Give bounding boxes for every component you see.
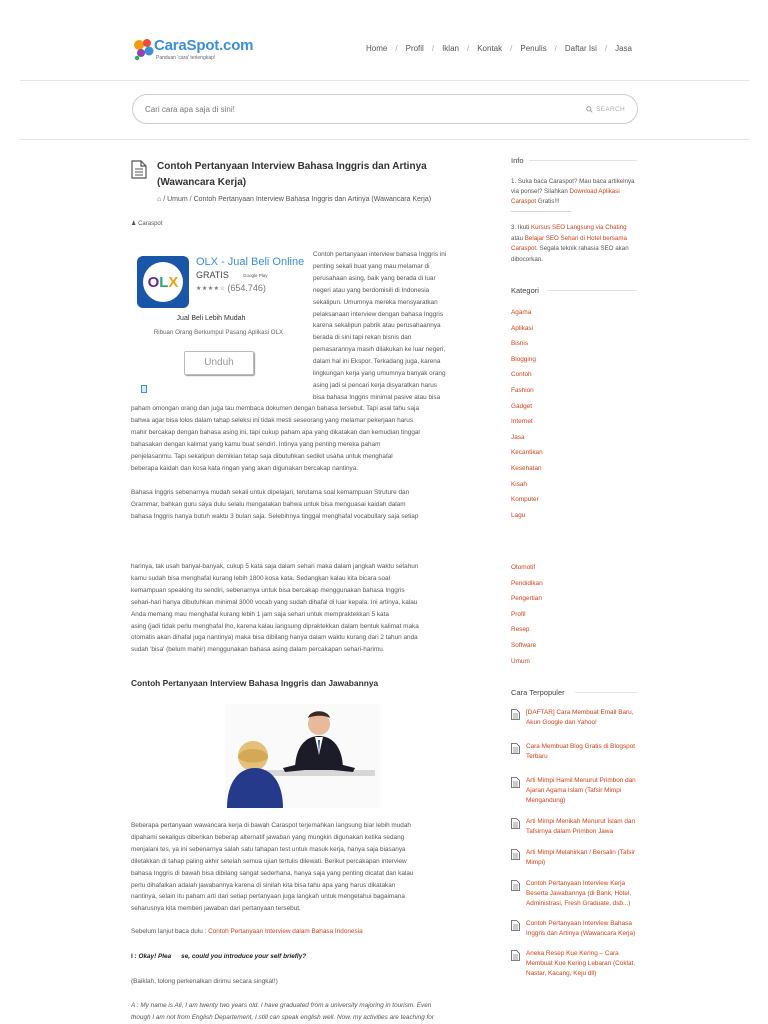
category-list-a	[511, 305, 543, 523]
question-1	[131, 951, 481, 963]
category-item[interactable]: Kesehatan	[511, 464, 542, 472]
ad-download-button[interactable]: Unduh	[184, 351, 254, 375]
category-item[interactable]: Contoh	[511, 371, 532, 379]
nav-sep: /	[395, 44, 398, 53]
breadcrumb-sep: /	[189, 196, 192, 203]
popular-item[interactable]	[511, 817, 639, 837]
google-play-badge: Google Play	[243, 273, 268, 278]
ad-app-name[interactable]: OLX - Jual Beli Online	[196, 256, 305, 268]
nav-sep: /	[431, 44, 435, 53]
popular-item[interactable]	[511, 708, 639, 728]
category-item[interactable]: Resep	[511, 626, 530, 634]
nav-home[interactable]: Home	[366, 44, 388, 53]
category-item[interactable]: Agama	[511, 309, 532, 316]
search-input[interactable]: Cari cara apa saja di sini!	[145, 104, 235, 114]
ad-subline: Ribuan Orang Berkumpul Pasang Aplikasi OLX	[153, 329, 284, 336]
document-icon	[511, 920, 520, 931]
app-ad	[131, 252, 311, 402]
category-item[interactable]: Kecantikan	[511, 449, 543, 457]
nav-profil[interactable]: Profil	[405, 44, 424, 53]
popular-item[interactable]	[511, 742, 639, 762]
nav-jasa[interactable]: Jasa	[615, 44, 632, 53]
ad-headline: Jual Beli Lebih Mudah	[176, 315, 246, 322]
category-item[interactable]: Fashion	[511, 386, 534, 394]
category-item[interactable]: Profil	[511, 610, 526, 618]
sidebar-rule	[575, 692, 637, 693]
search-button-label: SEARCH	[596, 105, 625, 113]
read-also	[131, 926, 481, 938]
main-nav	[366, 44, 632, 53]
paragraph-2: Bahasa Inggris sebenarnya mudah sekali untuk dipelajari, terutama soal kemampuan Struture dan Grammar, bahkan guru saya dulu selalu mengatakan bahwa untuk bisa menguasai kaidah dalam bahasa Inggris hanya butuh waktu 3 bulan saja. Selebihnya tinggal menghafal vocabullary saja setiap	[131, 489, 419, 520]
seo-hotel-link[interactable]: Belajar SEO Sehari di Hotel bersama Caraspot	[511, 234, 627, 252]
category-item[interactable]: Umum	[511, 657, 530, 665]
brand-tagline: Panduan 'cara' terlengkap!	[156, 55, 216, 61]
popular-item-label: Cara Membuat Blog Gratis di Blogspot Terbaru	[526, 743, 636, 760]
document-icon	[511, 777, 520, 788]
star-rating-icon: ★★★★☆	[196, 285, 226, 292]
sidebar-info-3: 3. Ikuti Kursus SEO Langsung via Chating atau Belajar SEO Sehari di Hotel bersama Caraspot. Segala teknik rahasia SEO akan dibocorkan.	[511, 224, 629, 263]
category-item[interactable]: Internet	[511, 418, 533, 426]
ad-rating	[196, 283, 266, 293]
ad-choices-icon[interactable]	[141, 385, 147, 393]
popular-item-label: Contoh Pertanyaan Interview Bahasa Inggris dan Artinya (Wawancara Kerja)	[526, 920, 636, 937]
category-item[interactable]: Komputer	[511, 496, 539, 504]
paragraph-4: Beberapa pertanyaan wawancara kerja di bawah Caraspot terjemahkan langsung biar lebih mudah dipahami sekaligus diberikan beberap alternatif jawaban yang mungkin digunakan ketika sedang menjalani tes, ya ini sebenarnya salah satu tahapan test untuk masuk kerja, hanya saja biasanya diletakkan di tahap paling akhir setelah semua ujian tertulis dilewati. Berikut percakapan interview bahasa Inggris di bawah bisa dibilang sangat sederhana, hanya saja yang penting dicatat dan kalau perlu dihafalkan adalah jawabannya karena di sinilah kita bisa tahu apa yang harus dikatakan nantinya, selain itu paham arti dari setiap pertanyaan juga langkah untuk mengetahui bagaimana seharusnya kita memberi jawaban dari pertanyaan tersebut.	[131, 822, 414, 913]
document-icon	[511, 880, 520, 891]
nav-daftar-isi[interactable]: Daftar Isi	[564, 44, 597, 53]
site-logo[interactable]	[132, 36, 262, 64]
ad-reviews: (654.746)	[227, 283, 266, 293]
q1-label: I :	[131, 953, 137, 960]
olx-logo-text: O L X	[143, 262, 183, 302]
popular-item[interactable]	[511, 776, 639, 806]
category-item[interactable]: Software	[511, 641, 537, 649]
paragraph-3: harinya, tak usah banyal-banyak, cukup 5 kata saja dalam sehari maka dalam jangkah waktu setahun kamu sudah bisa menghafal kurang lebih 1800 kosa kata. Sedangkan kalau kita bicara soal kemampuan speaking itu sendiri, sebenarnya untuk bisa bercakap menggunakan bahasa Inggris sehari-hari hanya dibutuhkan minimal 3000 vocab yang sudah dihafal di luar kepala. Ini artinya, kalau Anda memang mau menghafal kurang lebih 1 jam saja sehari untuk mempraktekkan 5 kata asing (jadi tidak perlu menghafal lho, karena kalau langsung dipraktekkan dalam bentuk kalimat maka otomatis akan dihafal juga nantinya) maka bisa dibilang hanya dalam waktu kurang dari 2 tahun anda sudah 'bisa' (belum mahir) menggunakan bahasa asing dalam percakapan sehari-harimu.	[131, 563, 419, 654]
article-title: Contoh Pertanyaan Interview Bahasa Inggris dan Artinya (Wawancara Kerja)	[157, 161, 427, 188]
author-name[interactable]: Caraspot	[138, 221, 163, 227]
popular-list	[511, 708, 639, 986]
document-icon	[511, 743, 520, 754]
sidebar-info-divider: ------------------------------------	[511, 209, 571, 215]
sidebar-info-1: 1. Suka baca Caraspot? Mau baca artikelnya via ponsel? Silahkan Download Aplikasi Caraspot Gratis!!!	[511, 178, 635, 205]
sidebar-categories-title: Kategori	[511, 286, 539, 295]
category-item[interactable]: Pendidikan	[511, 579, 543, 587]
category-item[interactable]: Lagu	[511, 511, 526, 519]
nav-sep: /	[466, 44, 470, 53]
search-divider	[20, 139, 750, 140]
category-item[interactable]: Aplikasi	[511, 324, 534, 332]
popular-item-label: Aneka Resep Kue Kering – Cara Membuat Kue Kering Lebaran (Coklat, Nastar, Kacang, Keju dll)	[526, 950, 636, 977]
category-list-b	[511, 560, 543, 669]
download-app-link[interactable]: Download Aplikasi Caraspot	[511, 188, 620, 205]
nav-sep: /	[554, 44, 557, 53]
logo-mark-icon	[132, 37, 156, 61]
brand-name: CaraSpot.com	[154, 37, 254, 54]
category-item[interactable]: Kisah	[511, 480, 527, 488]
q1-text-b: se, could you introduce your self briefly?	[181, 953, 307, 960]
breadcrumb-current: Contoh Pertanyaan Interview Bahasa Inggris dan Artinya (Wawancara Kerja)	[193, 196, 432, 203]
nav-sep: /	[604, 44, 608, 53]
popular-item-label: Arti Mimpi Melahirkan / Bersalin (Tafsir Mimpi)	[526, 849, 636, 866]
search-button[interactable]	[586, 106, 625, 113]
sidebar-info-title: Info	[511, 156, 524, 165]
document-icon	[131, 160, 147, 179]
category-item[interactable]: Bisnis	[511, 340, 529, 348]
interview-image	[225, 704, 381, 808]
search-icon	[586, 106, 593, 113]
category-item[interactable]: Pengertian	[511, 595, 542, 603]
nav-kontak[interactable]: Kontak	[477, 44, 503, 53]
category-item[interactable]: Otomotif	[511, 564, 536, 571]
read-also-link[interactable]: Contoh Pertanyaan Interview dalam Bahasa Indonesia	[208, 928, 363, 935]
sidebar-popular-title: Cara Terpopuler	[511, 688, 565, 697]
home-icon[interactable]: ⌂	[157, 196, 162, 203]
section-heading: Contoh Pertanyaan Interview Bahasa Inggris dan Jawabannya	[131, 678, 379, 688]
nav-iklan[interactable]: Iklan	[442, 44, 459, 53]
seo-chat-link[interactable]: Kursus SEO Langsung via Chating	[530, 224, 627, 231]
read-also-prefix: Sebelum lanjut baca dulu :	[131, 928, 207, 935]
popular-item[interactable]	[511, 949, 639, 979]
intro-right-text: Contoh pertanyaan interview bahasa Inggris ini penting sekali buat yang mau melamar di perusahaan asing, baik yang berada di luar negeri atau yang berdomisili di Indonesia sekalipun. Umumnya mereka mensyaratkan pelaksanaan interview dengan bahasa Inggris karena sekalipun pabrik atau perusahaannya berada di sini tapi rekan bisnis dan pemasarannya masih dilakukan ke luar negeri, dalam hal ini Ekspor. Terkadang juga, karena lingkungan kerja yang umumnya banyak orang asing jadi si pencari kerja disyaratkan harus bisa bahasa Inggris minimal pasive atau bisa	[313, 251, 447, 401]
nav-penulis[interactable]: Penulis	[520, 44, 547, 53]
interview-illustration	[225, 704, 381, 808]
popular-item-label: Arti Mimpi Hamil Menurut Primbon dan Ajaran Agama Islam (Tafsir Mimpi Mengandung)	[526, 777, 636, 804]
popular-item-label: Arti Mimpi Menikah Menurut Islam dan Tafsirnya dalam Primbon Jawa	[526, 818, 636, 835]
author-line	[131, 220, 162, 227]
breadcrumb	[157, 196, 487, 203]
popular-item-label: Contoh Pertanyaan Interview Kerja Beserta Jawabannya (di Bank, Hotel, Administrasi, Fresh Graduate, dsb...)	[526, 880, 632, 907]
q1-text-a: Okay! Plea	[138, 953, 172, 960]
breadcrumb-category[interactable]: Umum	[167, 196, 188, 203]
header-divider	[20, 80, 750, 81]
document-icon	[511, 950, 520, 961]
olx-logo[interactable]	[137, 256, 189, 308]
intro-full-text: paham omongan orang dan juga tau membaca dokumen dengan bahasa tersebut. Tapi asal tahu saja bahwa agar bisa lolos dalam tahap seleksi ini tidak mesti seseorang yang melamar pekerjaan harus mahir bercakap dengan bahasa asing ini, tapi cukup paham apa yang dikatakan dan kemudian tinggal bahasakan dengan kalimat yang kamu buat sendiri. Intinya yang penting mereka paham penjelasanmu. Tapi sekalipun demikian tetap saja dibutuhkan sedikit usaha untuk menghafal beberapa kaidah dan kosa kata ringan yang akan digunakan bercakap nantinya.	[131, 405, 420, 472]
search-bar[interactable]	[132, 94, 638, 124]
user-icon: ♟	[131, 221, 137, 227]
category-item[interactable]: Gadget	[511, 402, 532, 410]
popular-item[interactable]	[511, 919, 639, 939]
document-icon	[511, 849, 520, 860]
ad-price: GRATIS	[196, 270, 229, 280]
category-item[interactable]: Blogging	[511, 355, 536, 363]
category-item[interactable]: Jasa	[511, 433, 525, 441]
sidebar-rule	[547, 290, 637, 291]
popular-item[interactable]	[511, 848, 639, 868]
popular-item[interactable]	[511, 879, 639, 909]
answer-1: A : My name is Ali, I am twenty two years old. I have graduated from a university majoring in tourism. Even though I am not from English Departement, I still can speak english well. Now, my activities are teaching for	[131, 1002, 434, 1021]
breadcrumb-sep: /	[163, 196, 166, 203]
document-icon	[511, 818, 520, 829]
nav-sep: /	[510, 44, 513, 53]
document-icon	[511, 709, 520, 720]
sidebar-rule	[529, 160, 637, 161]
popular-item-label: [DAFTAR] Cara Membuat Email Baru, Akun Google dan Yahoo!	[526, 709, 634, 726]
question-1-translation: (Baiklah, tolong perkenalkan dirimu secara singkat!)	[131, 978, 278, 985]
